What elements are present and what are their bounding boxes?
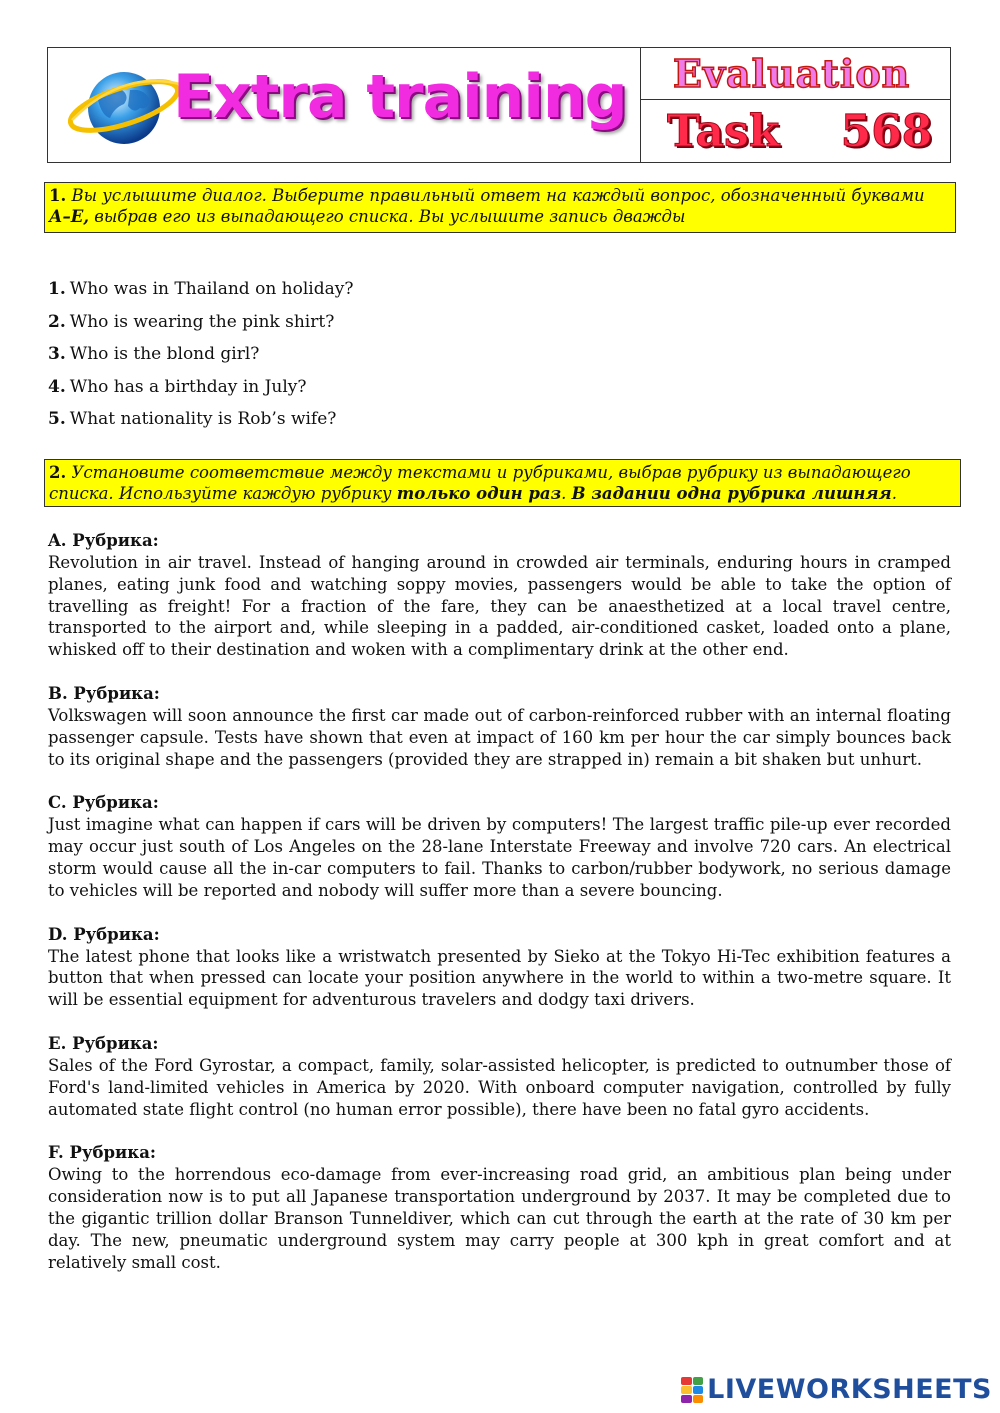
instruction-1-text: Вы услышите диалог. Выберите правильный ответ на каждый вопрос, обозначенный буквами (66, 186, 925, 205)
question-item (48, 338, 353, 371)
section-body: Just imagine what can happen if cars will be driven by computers! The largest traffic pile-up ever recorded may occur just south of Los Angeles on the 28-lane Interstate Freeway and involve 720 cars. An electrical storm would cause all the in-car computers to fail. Thanks to carbon/rubber bodywork, no serious damage to vehicles will be reported and nobody will suffer more than a severe bouncing. (48, 815, 951, 900)
question-item (48, 306, 353, 339)
text-section-d (48, 924, 951, 1011)
text-section-e (48, 1033, 951, 1120)
question-text: What nationality is Rob’s wife? (69, 409, 337, 429)
text-section-c (48, 792, 951, 901)
evaluation-label: Evaluation (673, 51, 911, 96)
section-body: The latest phone that looks like a wristwatch presented by Sieko at the Tokyo Hi-Tec exhibition features a button that when pressed can locate your position anywhere in the world to within a two-metre square. It will be essential equipment for adventurous travelers and dodgy taxi drivers. (48, 946, 951, 1010)
section-body: Owing to the horrendous eco-damage from ever-increasing road grid, an ambitious plan being under consideration now is to put all Japanese transportation underground by 2037. It may be completed due to the gigantic trillion dollar Branson Tunneldiver, which can cut through the earth at the rate of 30 km per day. The new, pneumatic underground system may carry people at 300 kph in great comfort and at relatively small cost. (48, 1165, 951, 1272)
instruction-2-text-3: . (891, 484, 897, 503)
question-number: 1. (48, 279, 66, 299)
task-number: Task 568 (667, 105, 933, 157)
liveworksheets-logo-icon (681, 1377, 703, 1403)
section-body: Revolution in air travel. Instead of hanging around in crowded air terminals, enduring hours in cramped planes, eating junk food and watching soppy movies, passengers would be able to take the option of travelling as freight! For a fraction of the fare, they can be anaesthetized at a local travel centre, transported to the airport and, while sleeping in a padded, air-conditioned casket, loaded onto a plane, whisked off to their destination and woken with a complimentary drink at the other end. (48, 553, 951, 660)
instruction-1-text-2: выбрав его из выпадающего списка. Вы услышите запись дважды (89, 207, 686, 226)
evaluation-cell (641, 48, 950, 162)
section-body: Volkswagen will soon announce the first car made out of carbon-reinforced rubber with an internal floating passenger capsule. Tests have shown that even at impact of 160 km per hour the car simply bounces back to its original shape and the passengers (provided they are strapped in) remain a bit shaken but unhurt. (48, 705, 951, 769)
section-heading: B. Рубрика: (48, 683, 160, 703)
task-row (641, 100, 950, 162)
question-number: 4. (48, 376, 66, 397)
question-list (48, 273, 353, 436)
instruction-2-text-2: . (561, 484, 572, 503)
question-number: 5. (48, 409, 66, 429)
question-item (48, 403, 353, 436)
section-heading: E. Рубрика: (48, 1033, 159, 1053)
instruction-1-letters: А–Е, (49, 207, 90, 226)
text-section-f (48, 1142, 951, 1273)
instruction-2 (44, 459, 961, 507)
question-item (48, 273, 353, 306)
instruction-2-bold-1: только один раз (396, 484, 562, 503)
question-number: 2. (48, 311, 66, 332)
text-sections (48, 530, 951, 1295)
question-text: Who is the blond girl? (69, 344, 260, 364)
brand-title: Extra training (173, 62, 627, 132)
liveworksheets-logo-text: LIVEWORKSHEETS (707, 1374, 992, 1405)
question-text: Who has a birthday in July? (69, 376, 307, 397)
evaluation-row (641, 48, 950, 100)
section-heading: D. Рубрика: (48, 924, 160, 944)
section-heading: A. Рубрика: (48, 531, 159, 550)
instruction-2-number: 2. (49, 463, 67, 482)
instruction-2-text: Установите соответствие между текстами и рубриками, выбрав рубрику из выпадающего списка. Используйте каждую рубрику (49, 463, 911, 503)
question-text: Who was in Thailand on holiday? (69, 279, 354, 299)
section-heading: F. Рубрика: (48, 1143, 156, 1163)
brand-cell (48, 48, 641, 162)
question-number: 3. (48, 344, 66, 364)
section-body: Sales of the Ford Gyrostar, a compact, family, solar-assisted helicopter, is predicted to outnumber those of Ford's land-limited vehicles in America by 2020. With onboard computer navigation, controlled by fully automated state flight control (no human error possible), there have been no fatal gyro accidents. (48, 1055, 951, 1119)
liveworksheets-watermark (681, 1374, 992, 1405)
question-text: Who is wearing the pink shirt? (69, 311, 335, 332)
worksheet-header (47, 47, 951, 163)
question-item (48, 371, 353, 404)
section-heading: C. Рубрика: (48, 793, 159, 813)
instruction-1 (44, 182, 956, 233)
instruction-2-bold-2: В задании одна рубрика лишняя (571, 484, 892, 503)
text-section-a (48, 530, 951, 661)
text-section-b (48, 683, 951, 770)
globe-icon (68, 60, 186, 150)
instruction-1-number: 1. (49, 186, 67, 205)
